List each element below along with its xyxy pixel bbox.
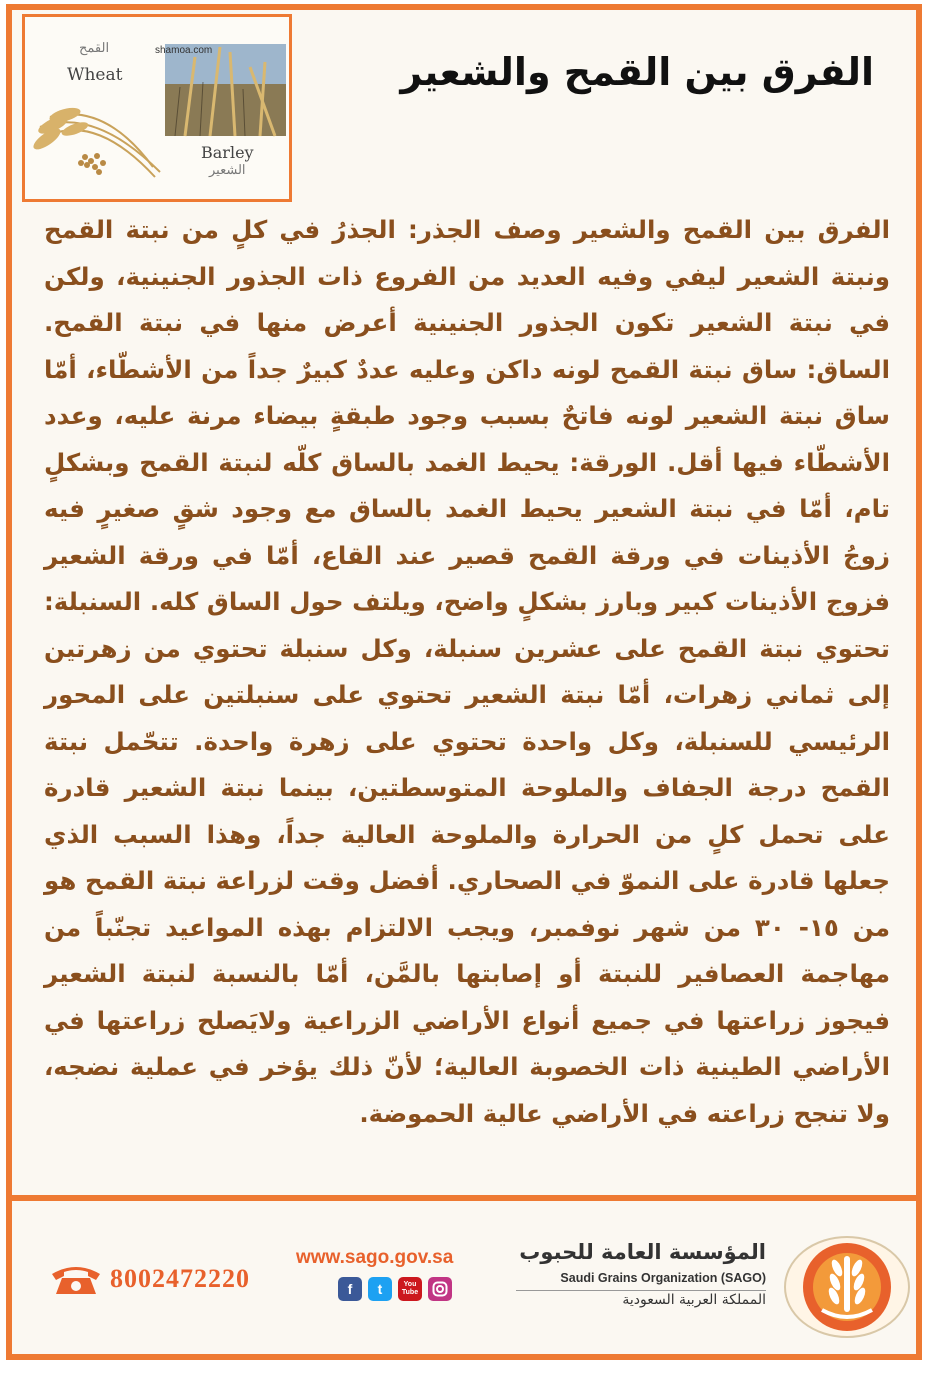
org-underline (516, 1290, 766, 1291)
article-body: الفرق بين القمح والشعير وصف الجذر: الجذرُ في كلٍ من نبتة القمح ونبتة الشعير ليفي وفيه العديد من الفروع ذات الجذور الجنينية، ولكن في نبتة الشعير تكون الجذور الجنينية أعرض منها في نبتة القمح. الساق: ساق نبتة القمح لونه داكن وعليه عددٌ كبيرٌ جداً من الأشطّاء، أمّا ساق نبتة الشعير لونه فاتحٌ بسبب وجود طبقةٍ بيضاء مرنة عليه، وعدد الأشطّاء فيها أقل. الورقة: يحيط الغمد بالساق كلّه لنبتة القمح وبشكلٍ تام، أمّا في نبتة الشعير يحيط الغمد بالساق مع وجود شقٍ صغيرٍ فيه زوجُ الأذينات في ورقة القمح قصير عند القاع، أمّا في ورقة الشعير فزوج الأذينات كبير وبارز بشكلٍ واضح، ويلتف حول الساق كله. السنبلة: تحتوي نبتة القمح على عشرين سنبلة، وكل سنبلة تحتوي من زهرتين إلى ثماني زهرات، أمّا نبتة الشعير تحتوي على سنبلتين على المحور الرئيسي للسنبلة، وكل واحدة تحتوي على زهرة واحدة. تتحّمل نبتة القمح درجة الجفاف والملوحة المتوسطتين، بينما نبتة الشعير قادرة على تحمل كلٍ من الحرارة والملوحة العالية جداً، وهذا السبب الذي جعلها قادرة على النموّ في الصحاري. أفضل وقت لزراعة نبتة القمح هو من ١٥- ٣٠ من شهر نوفمبر، ويجب الالتزام بهذه المواعيد تجنّباً من مهاجمة العصافير للنبتة أو إصابتها بالمَّن، أمّا بالنسبة لنبتة الشعير فيجوز زراعتها في جميع أنواع الأراضي الزراعية ولايَصلح زراعتها في الأراضي الطينية ذات الخصوبة العالية؛ لأنّ ذلك يؤخر في عملية نضجه، ولا تنجح زراعته في الأراضي عالية الحموضة. (44, 215, 890, 1128)
wheat-label-en: Wheat (67, 65, 123, 85)
instagram-glyph (432, 1281, 448, 1297)
barley-label-en: Barley (201, 143, 254, 162)
facebook-icon[interactable]: f (338, 1277, 362, 1301)
org-name-ar: المؤسسة العامة للحبوب (519, 1240, 766, 1264)
phone-contact[interactable] (48, 1262, 250, 1296)
social-icons (338, 1277, 452, 1301)
website-link[interactable]: www.sago.gov.sa (296, 1247, 454, 1268)
page-title: الفرق بين القمح والشعير (400, 50, 874, 94)
youtube-icon[interactable]: You Tube (398, 1277, 422, 1301)
phone-number: 8002472220 (110, 1264, 250, 1293)
org-name-en: Saudi Grains Organization (SAGO) (560, 1271, 766, 1285)
sago-logo-icon (782, 1232, 912, 1342)
twitter-icon[interactable]: t (368, 1277, 392, 1301)
instagram-icon[interactable] (428, 1277, 452, 1301)
country-name: المملكة العربية السعودية (622, 1292, 766, 1308)
watermark: shamoa.com (155, 45, 213, 56)
wheat-label-ar: القمح (79, 41, 110, 56)
wheat-barley-image (22, 14, 292, 202)
barley-label-ar: الشعير (209, 163, 246, 178)
telephone-icon (48, 1262, 104, 1296)
